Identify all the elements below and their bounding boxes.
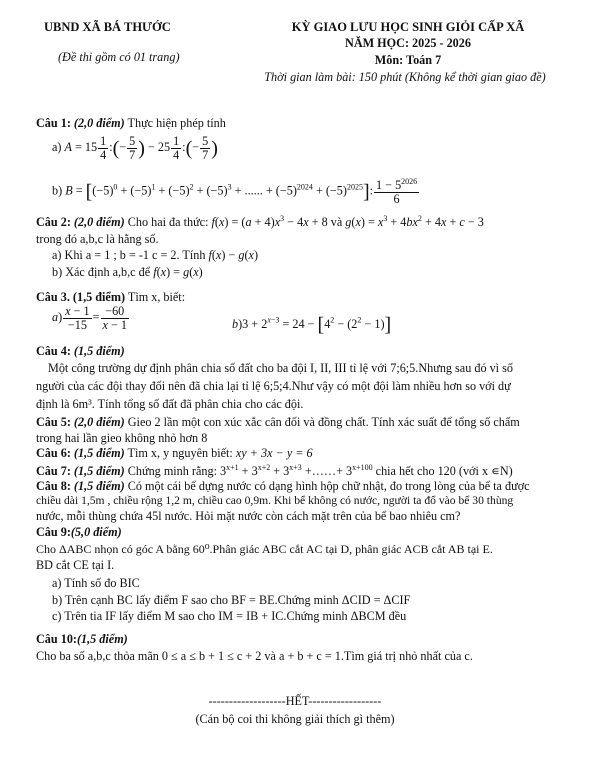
question-9: Câu 9:(5,0 điểm) bbox=[36, 525, 122, 539]
q3a-equation: a) $\frac{x - 1}{-15}$ = $\frac{-60}{x - 1}$ bbox=[52, 304, 127, 332]
question-7: Câu 7: (1,5 điểm) Chứng minh rằng: $3^{x+1} + 3^{x+2} + 3^{x+3}$ +……+ $3^{x+100}$ chia hết cho 120 (với x ∊N) bbox=[36, 463, 513, 479]
q2-points: (2,0 điểm) bbox=[73, 215, 125, 230]
header-org: UBND XÃ BÁ THƯỚC bbox=[44, 20, 171, 34]
question-2: Câu 2: (2,0 điểm) Cho hai đa thức: $f(x) = (a + 4)x^3 - 4x + 8$ và $g(x) = x^3 + 4bx^2 + 4x + c - 3$ bbox=[36, 214, 484, 230]
question-4: Câu 4: (1,5 điểm) bbox=[36, 344, 125, 358]
q10-text: Cho ba số a,b,c thỏa mãn 0 ≤ a ≤ b + 1 ≤ c + 2 và a + b + c = 1.Tìm giá trị nhỏ nhất của c. bbox=[36, 649, 473, 663]
q4-line1: Một công trường dự định phân chia số đất cho ba đội I, II, III tỉ lệ với 7;6;5.Nhưng sau đó vì số bbox=[48, 361, 513, 375]
q2-label: Câu 2: bbox=[36, 215, 71, 230]
q1a-expression: a) A = 15 $\frac{1}{4}$ :(− $\frac{5}{7}$ ) − 25 $\frac{1}{4}$ :(− $\frac{5}{7}$ ) bbox=[52, 134, 218, 162]
footer-note: (Cán bộ coi thi không giải thích gì thêm) bbox=[195, 712, 395, 726]
header-time: Thời gian làm bài: 150 phút (Không kể thời gian giao đề) bbox=[264, 70, 546, 84]
question-3: Câu 3. (1,5 điểm) Tìm x, biết: bbox=[36, 290, 186, 304]
header-title: KỲ GIAO LƯU HỌC SINH GIỎI CẤP XÃ bbox=[291, 20, 525, 34]
q8-line2: chiều dài 1,5m , chiều rộng 1,2 m, chiều cao 0,9m. Khi bể không có nước, người ta đổ vào bể 30 thùng bbox=[36, 494, 514, 507]
q2a: a) Khi a = 1 ; b = -1 c = 2. Tính f(x) − g(x) bbox=[52, 248, 259, 262]
q1b-expression: b) $B = [(-5)^0 + (-5)^1 + (-5)^2 + (-5)^3$ + ...... + $(-5)^{2024} + (-5)^{2025}$]: $\frac{1 - 5^{2026}}{6}$ bbox=[52, 177, 418, 206]
q3b-equation: $b)3 + 2^{x-3} = 24 - [4^2 - (2^2 - 1)]$ bbox=[232, 314, 392, 336]
q2-line2: trong đó a,b,c là hằng số. bbox=[36, 232, 159, 246]
q2b: b) Xác định a,b,c để f(x) = g(x) bbox=[52, 265, 203, 279]
q9b: b) Trên cạnh BC lấy điểm F sao cho BF = BE.Chứng minh ΔCID = ΔCIF bbox=[52, 593, 411, 607]
q9a: a) Tính số đo BIC bbox=[52, 576, 140, 590]
q1-label: Câu 1: bbox=[36, 116, 71, 130]
header-year: NĂM HỌC: 2025 - 2026 bbox=[345, 36, 471, 50]
header-subject: Môn: Toán 7 bbox=[374, 53, 442, 67]
q9c: c) Trên tia IF lấy điểm M sao cho IM = IB + IC.Chứng minh ΔBCM đều bbox=[52, 609, 407, 623]
question-1 bbox=[36, 116, 226, 131]
q5-line2: trong hai lần gieo không nhỏ hơn 8 bbox=[36, 431, 208, 445]
footer-end: -------------------HẾT------------------ bbox=[208, 694, 382, 708]
question-10: Câu 10:(1,5 điểm) bbox=[36, 632, 128, 646]
question-6: Câu 6: (1,5 điểm) Tìm x, y nguyên biết: xy + 3x − y = 6 bbox=[36, 446, 313, 460]
q1-text: Thực hiện phép tính bbox=[127, 116, 226, 130]
question-8: Câu 8: (1,5 điểm) Có một cái bể dựng nước có dạng hình hộp chữ nhật, đo trong lòng của bể ta được bbox=[36, 479, 530, 493]
q1-points: (2,0 điểm) bbox=[73, 116, 125, 130]
header-page-note: (Đề thi gồm có 01 trang) bbox=[58, 50, 180, 64]
q8-line3: nước, mỗi thùng chứa 45l nước. Hỏi mặt nước còn cách mặt trên của bể bao nhiêu cm? bbox=[36, 509, 461, 523]
q4-line3: định là 6m³. Tính tổng số đất đã phân chia cho các đội. bbox=[36, 397, 304, 411]
q9-line1: Cho ΔABC nhọn có góc A bằng 60⁰.Phân giác ABC cắt AC tại D, phân giác ACB cắt AB tại E. bbox=[36, 542, 493, 556]
q9-line2: BD cắt CE tại I. bbox=[36, 558, 115, 572]
q4-line2: người của các đội thay đổi nên đã chia lại tỉ lệ 6;5;4.Như vậy có một đội làm nhiều hơn so với dự bbox=[36, 379, 511, 393]
question-5: Câu 5: (2,0 điểm) Gieo 2 lần một con xúc xắc cân đối và đồng chất. Tính xác suất để tổng số chấm bbox=[36, 415, 520, 429]
